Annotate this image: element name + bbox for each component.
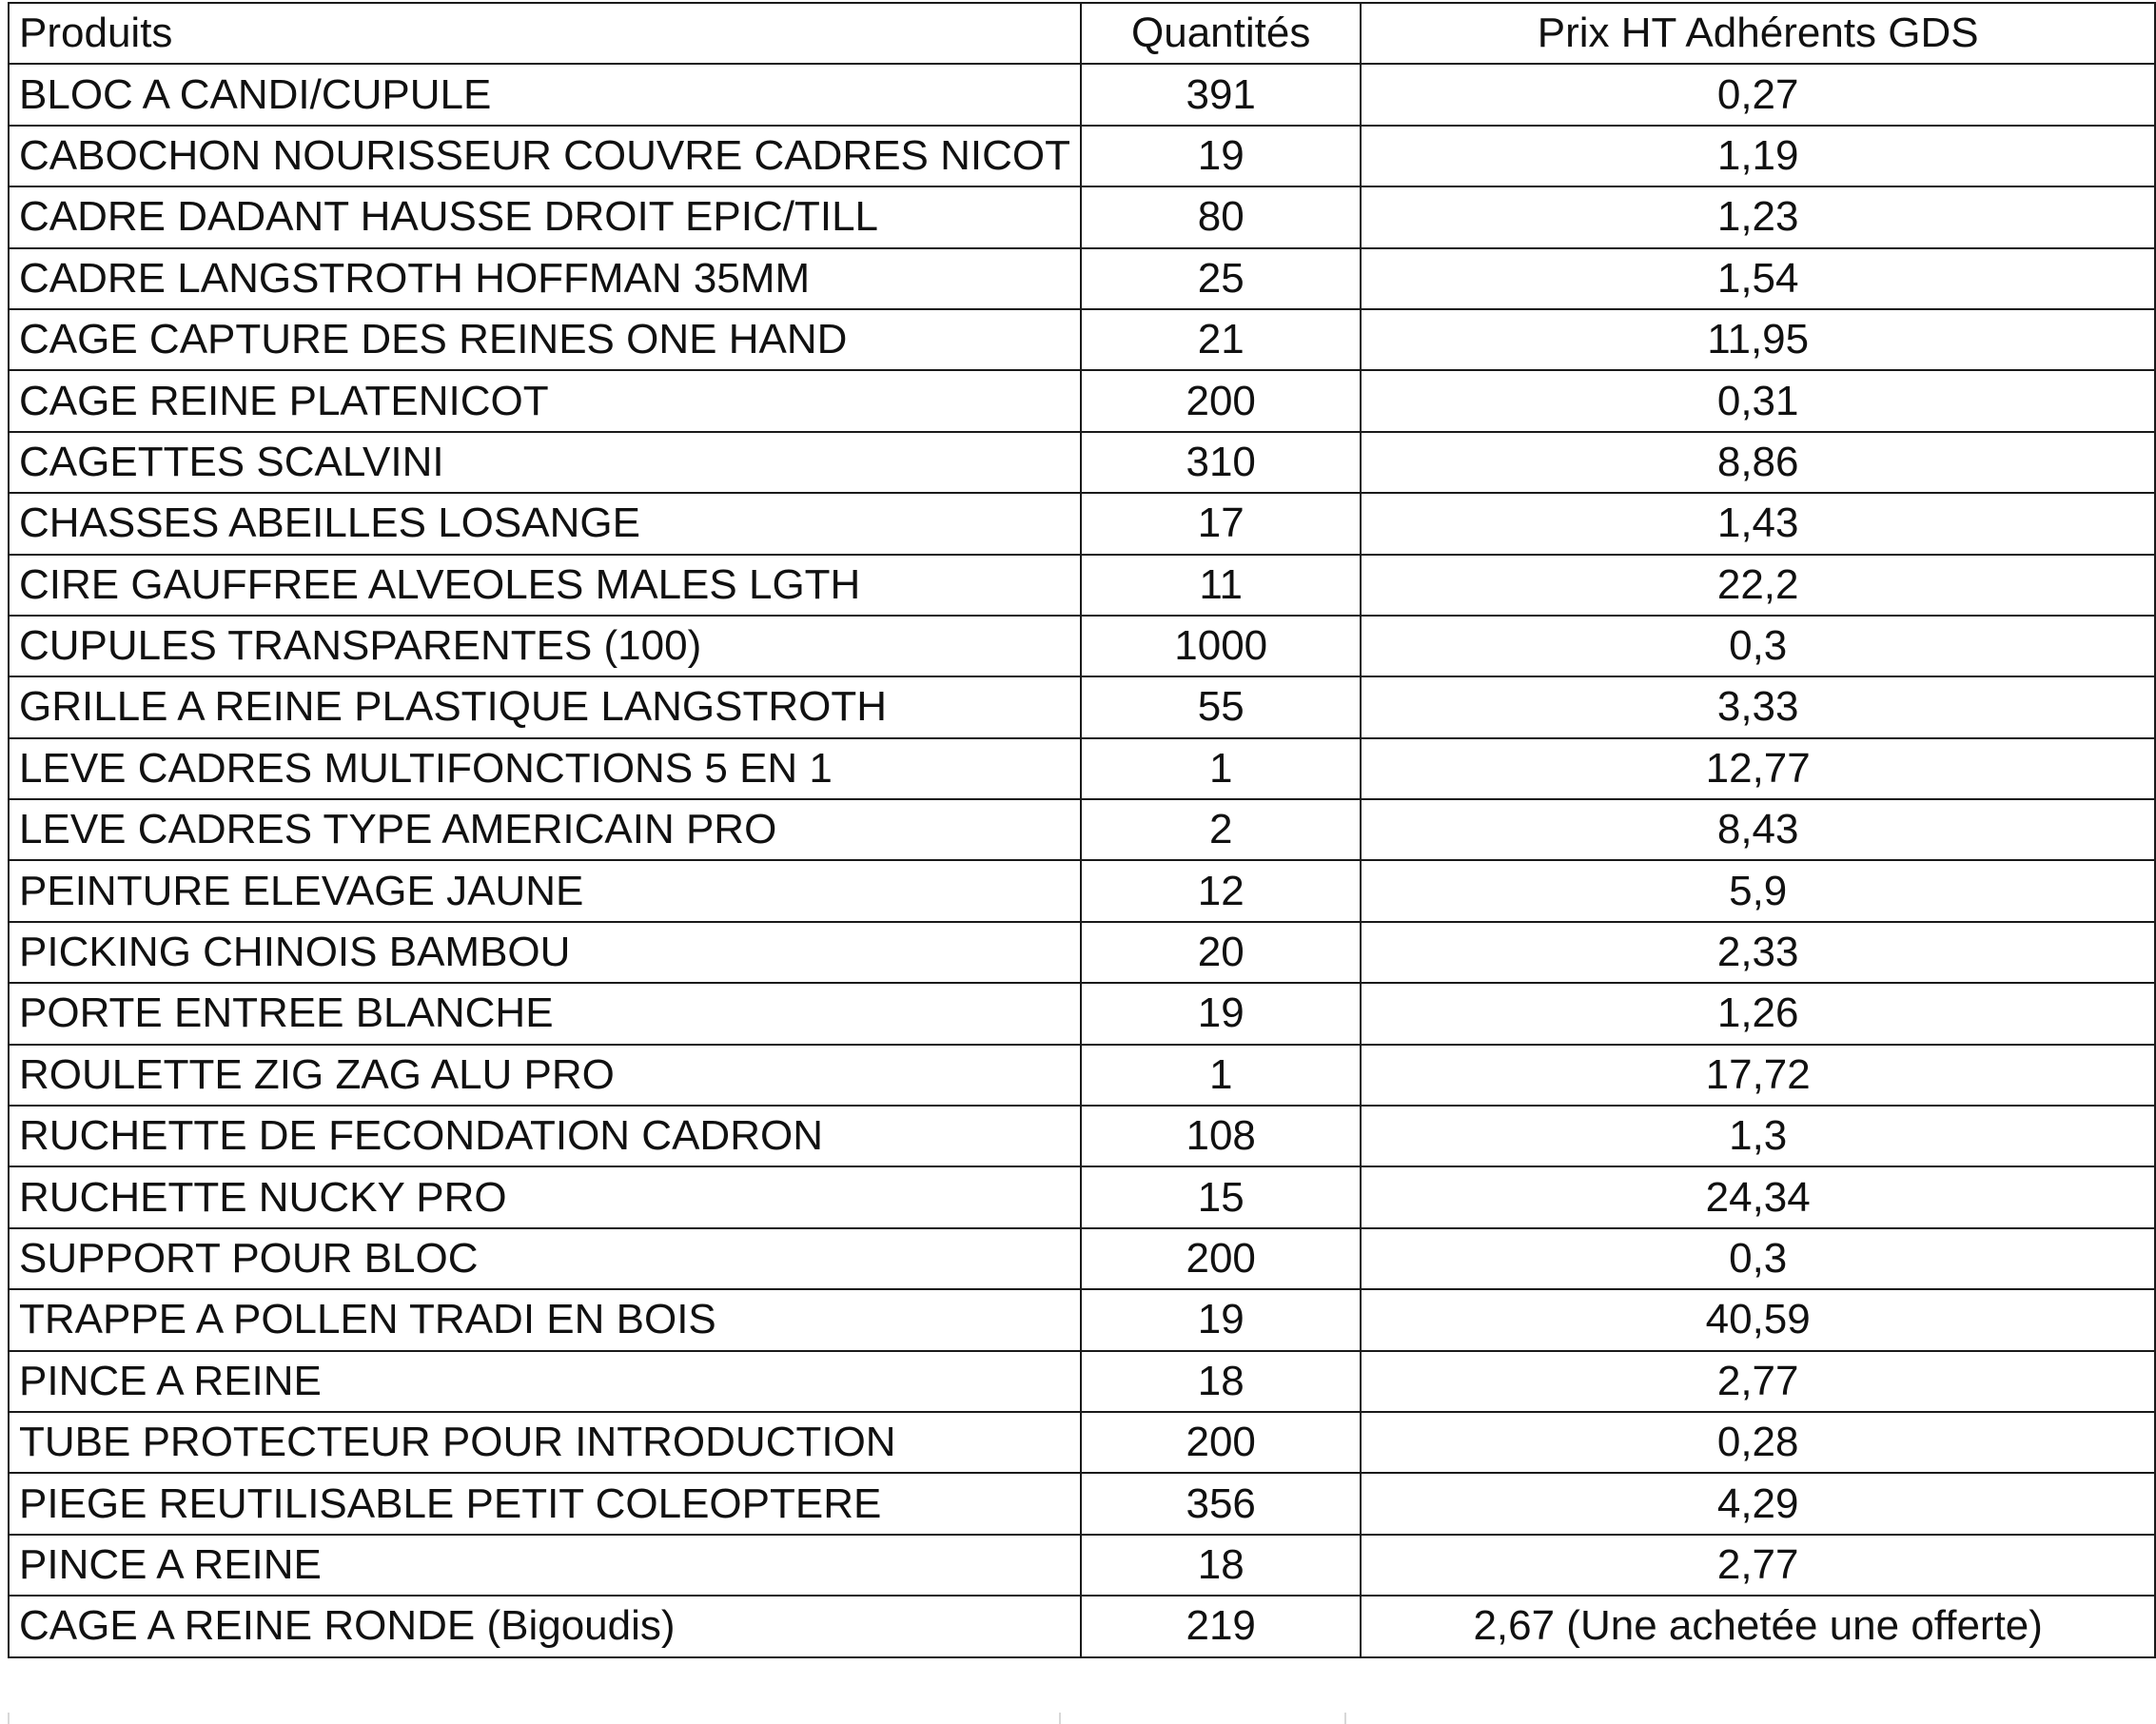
quantity-cell[interactable]: 19 (1081, 1289, 1361, 1350)
price-cell[interactable]: 5,9 (1361, 860, 2155, 921)
product-cell[interactable]: RUCHETTE DE FECONDATION CADRON (9, 1106, 1081, 1166)
quantity-cell[interactable]: 80 (1081, 186, 1361, 247)
price-cell[interactable]: 24,34 (1361, 1166, 2155, 1227)
table-row (9, 1045, 2155, 1106)
quantity-cell[interactable]: 19 (1081, 126, 1361, 186)
product-cell[interactable]: PINCE A REINE (9, 1535, 1081, 1596)
product-cell[interactable]: CABOCHON NOURISSEUR COUVRE CADRES NICOT (9, 126, 1081, 186)
table-row (9, 555, 2155, 616)
price-cell[interactable]: 2,77 (1361, 1535, 2155, 1596)
quantity-cell[interactable]: 200 (1081, 1228, 1361, 1289)
table-row (9, 676, 2155, 737)
product-cell[interactable]: PIEGE REUTILISABLE PETIT COLEOPTERE (9, 1473, 1081, 1534)
table-row (9, 432, 2155, 493)
product-cell[interactable]: PINCE A REINE (9, 1351, 1081, 1412)
quantity-cell[interactable]: 310 (1081, 432, 1361, 493)
price-cell[interactable]: 8,86 (1361, 432, 2155, 493)
quantity-cell[interactable]: 55 (1081, 676, 1361, 737)
quantity-cell[interactable]: 219 (1081, 1596, 1361, 1656)
quantity-cell[interactable]: 20 (1081, 922, 1361, 983)
table-row (9, 186, 2155, 247)
product-cell[interactable]: CAGE REINE PLATENICOT (9, 370, 1081, 431)
table-row (9, 1412, 2155, 1473)
product-price-table (8, 2, 2156, 1658)
product-cell[interactable]: PORTE ENTREE BLANCHE (9, 983, 1081, 1044)
product-cell[interactable]: TRAPPE A POLLEN TRADI EN BOIS (9, 1289, 1081, 1350)
product-cell[interactable]: CHASSES ABEILLES LOSANGE (9, 493, 1081, 554)
product-cell[interactable]: RUCHETTE NUCKY PRO (9, 1166, 1081, 1227)
product-cell[interactable]: CADRE DADANT HAUSSE DROIT EPIC/TILL (9, 186, 1081, 247)
quantity-cell[interactable]: 2 (1081, 799, 1361, 860)
price-cell[interactable]: 8,43 (1361, 799, 2155, 860)
quantity-cell[interactable]: 18 (1081, 1535, 1361, 1596)
table-row (9, 1596, 2155, 1656)
price-cell[interactable]: 0,27 (1361, 64, 2155, 125)
price-cell[interactable]: 2,67 (Une achetée une offerte) (1361, 1596, 2155, 1656)
price-cell[interactable]: 1,23 (1361, 186, 2155, 247)
table-row (9, 64, 2155, 125)
quantity-cell[interactable]: 108 (1081, 1106, 1361, 1166)
column-divider (1059, 1713, 1061, 1724)
price-cell[interactable]: 3,33 (1361, 676, 2155, 737)
price-cell[interactable]: 1,43 (1361, 493, 2155, 554)
price-cell[interactable]: 11,95 (1361, 309, 2155, 370)
quantity-cell[interactable]: 12 (1081, 860, 1361, 921)
table-row (9, 799, 2155, 860)
price-cell[interactable]: 17,72 (1361, 1045, 2155, 1106)
quantity-cell[interactable]: 17 (1081, 493, 1361, 554)
price-cell[interactable]: 1,54 (1361, 248, 2155, 309)
quantity-cell[interactable]: 19 (1081, 983, 1361, 1044)
table-row (9, 616, 2155, 676)
price-cell[interactable]: 22,2 (1361, 555, 2155, 616)
quantity-cell[interactable]: 1 (1081, 1045, 1361, 1106)
price-cell[interactable]: 4,29 (1361, 1473, 2155, 1534)
quantity-cell[interactable]: 356 (1081, 1473, 1361, 1534)
column-divider (1344, 1713, 1346, 1724)
table-body (9, 3, 2155, 1657)
product-cell[interactable]: LEVE CADRES MULTIFONCTIONS 5 EN 1 (9, 738, 1081, 799)
product-cell[interactable]: CUPULES TRANSPARENTES (100) (9, 616, 1081, 676)
header-row (9, 3, 2155, 64)
price-cell[interactable]: 1,26 (1361, 983, 2155, 1044)
table-row (9, 1228, 2155, 1289)
product-cell[interactable]: PICKING CHINOIS BAMBOU (9, 922, 1081, 983)
product-cell[interactable]: BLOC A CANDI/CUPULE (9, 64, 1081, 125)
price-cell[interactable]: 1,3 (1361, 1106, 2155, 1166)
product-cell[interactable]: CAGE CAPTURE DES REINES ONE HAND (9, 309, 1081, 370)
product-cell[interactable]: CAGETTES SCALVINI (9, 432, 1081, 493)
product-cell[interactable]: CAGE A REINE RONDE (Bigoudis) (9, 1596, 1081, 1656)
table-row (9, 1289, 2155, 1350)
next-empty-row (8, 1713, 2152, 1724)
product-cell[interactable]: PEINTURE ELEVAGE JAUNE (9, 860, 1081, 921)
table-row (9, 248, 2155, 309)
product-cell[interactable]: SUPPORT POUR BLOC (9, 1228, 1081, 1289)
price-cell[interactable]: 0,3 (1361, 616, 2155, 676)
price-cell[interactable]: 0,28 (1361, 1412, 2155, 1473)
quantity-cell[interactable]: 200 (1081, 1412, 1361, 1473)
product-cell[interactable]: ROULETTE ZIG ZAG ALU PRO (9, 1045, 1081, 1106)
table-row (9, 860, 2155, 921)
product-cell[interactable]: CADRE LANGSTROTH HOFFMAN 35MM (9, 248, 1081, 309)
price-cell[interactable]: 0,3 (1361, 1228, 2155, 1289)
price-cell[interactable]: 1,19 (1361, 126, 2155, 186)
product-cell[interactable]: CIRE GAUFFREE ALVEOLES MALES LGTH (9, 555, 1081, 616)
table-row (9, 922, 2155, 983)
price-cell[interactable]: 2,77 (1361, 1351, 2155, 1412)
quantity-cell[interactable]: 1000 (1081, 616, 1361, 676)
quantity-cell[interactable]: 15 (1081, 1166, 1361, 1227)
header-cell-product[interactable]: Produits (9, 3, 1081, 64)
table-row (9, 1535, 2155, 1596)
table-row (9, 1166, 2155, 1227)
table-row (9, 493, 2155, 554)
table-row (9, 738, 2155, 799)
quantity-cell[interactable]: 391 (1081, 64, 1361, 125)
price-cell[interactable]: 40,59 (1361, 1289, 2155, 1350)
quantity-cell[interactable]: 25 (1081, 248, 1361, 309)
table-row (9, 370, 2155, 431)
table-row (9, 309, 2155, 370)
table-row (9, 1351, 2155, 1412)
quantity-cell[interactable]: 1 (1081, 738, 1361, 799)
quantity-cell[interactable]: 21 (1081, 309, 1361, 370)
product-cell[interactable]: LEVE CADRES TYPE AMERICAIN PRO (9, 799, 1081, 860)
table-row (9, 1106, 2155, 1166)
quantity-cell[interactable]: 200 (1081, 370, 1361, 431)
quantity-cell[interactable]: 18 (1081, 1351, 1361, 1412)
table-row (9, 983, 2155, 1044)
quantity-cell[interactable]: 11 (1081, 555, 1361, 616)
price-cell[interactable]: 0,31 (1361, 370, 2155, 431)
table-row (9, 126, 2155, 186)
product-cell[interactable]: GRILLE A REINE PLASTIQUE LANGSTROTH (9, 676, 1081, 737)
product-cell[interactable]: TUBE PROTECTEUR POUR INTRODUCTION (9, 1412, 1081, 1473)
header-cell-quantity[interactable]: Quantités (1081, 3, 1361, 64)
price-cell[interactable]: 12,77 (1361, 738, 2155, 799)
table-row (9, 1473, 2155, 1534)
header-cell-price[interactable]: Prix HT Adhérents GDS (1361, 3, 2155, 64)
price-cell[interactable]: 2,33 (1361, 922, 2155, 983)
